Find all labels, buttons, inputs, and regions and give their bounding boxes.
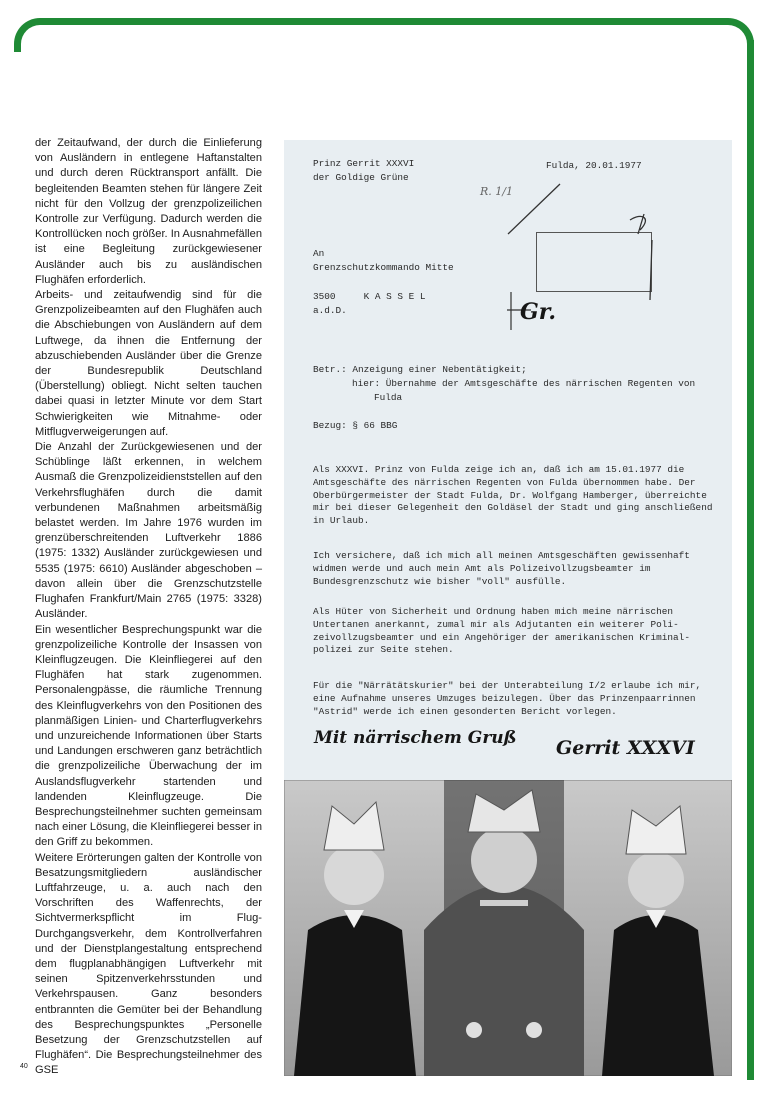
handwritten-initials: Gr.	[520, 299, 557, 325]
photo-three-men-in-carnival-costume	[284, 780, 732, 1076]
letter-body-paragraph: Als XXXVI. Prinz von Fulda zeige ich an, daß ich am 15.01.1977 die Amtsgeschäfte des närrischen Regenten von Fulda übernommen habe. Der Oberbürgermeister der Stadt Fulda, Dr. Wolfgang Hamberger, überreichte mir bei dieser Gelegenheit den Goldäsel der Stadt und ging anschließend in Urlaub.	[313, 464, 713, 527]
letter-recipient-prefix: An	[313, 248, 325, 259]
article-paragraph: der Zeitaufwand, der durch die Einlieferung von Ausländern in entlegene Haftanstalten und durch deren Rücktransport anfällt. Die begleitenden Beamten stehen für längere Zeit nicht für den Vollzug der grenzpolizeilichen Kontrolle zur Verfügung. Dadurch werden die Kontrollücken noch größer. In Ausnahmefällen ist eine Begleitung zurückgewiesener Ausländer auch bis zu ausländischen Flughäfen erforderlich.	[35, 137, 262, 286]
letter-recipient-route: a.d.D.	[313, 305, 347, 316]
letter-sender-name: Prinz Gerrit XXXVI	[313, 158, 415, 169]
letter-body-paragraph: Als Hüter von Sicherheit und Ordnung haben mich meine närrischen Untertanen anerkannt, zumal mir als Adjutanten ein weiterer Polizeivollzugsbeamter und ein Angehöriger der amerikanischen Kriminalpolizei zur Seite stehen.	[313, 606, 690, 656]
article-paragraph: Weitere Erörterungen galten der Kontrolle von Besatzungsmitgliedern ausländischer Luftfahrzeuge, u. a. auch nach den Vorschriften des Waffenrechts, der Sichtvermerkspflicht im Flug-Durchgangsverkehr, dem Kontrollverfahren und der Dienstplangestaltung entsprechend dem flugplanabhängigen Luftverkehr mit seinen Spitzenverkehrsstunden und Verkehrspausen. Ganz besonders entbrannten die Gemüter bei der Behandlung des Besprechungspunktes „Personelle Besetzung der Grenzschutzstellen auf Flughäfen“. Die Besprechungsteilnehmer des GSE	[35, 851, 262, 1077]
letter-subject-line: Fulda	[374, 392, 403, 403]
letter-recipient-city: 3500 K A S S E L	[313, 291, 426, 302]
letter-subject-line: Betr.: Anzeigung einer Nebentätigkeit;	[313, 364, 527, 375]
letter-subject-line: hier: Übernahme der Amtsgeschäfte des närrischen Regenten von	[352, 378, 696, 389]
handwritten-signature: Gerrit XXXVI	[556, 737, 695, 759]
handwritten-paraph-mark	[622, 210, 662, 310]
article-column	[35, 136, 262, 1079]
letter-reference: Bezug: § 66 BBG	[313, 420, 398, 431]
letter-sender-title: der Goldige Grüne	[313, 172, 409, 183]
page-number: 40	[20, 1063, 28, 1070]
article-paragraph: Arbeits- und zeitaufwendig sind für die Grenzpolizeibeamten auf den Flughäfen auch die Abschiebungen von Ausländern auf dem Luftwege, da ihnen die Entfernung der abzuschiebenden Ausländer über die Grenze der Bundesrepublik Deutschland (Überstellung) obliegt. Nicht selten tauchen dabei quasi in letzter Minute vor dem Start Schwierigkeiten wie Mitnahme- oder Mitflugverweigerungen auf.	[35, 289, 262, 438]
article-paragraph: Ein wesentlicher Besprechungspunkt war die grenzpolizeiliche Kontrolle der Insassen von Kleinflugzeugen. Die Kleinfliegerei auf den Flughäfen hat stark zugenommen. Personalengpässe, die räumliche Trennung des Kleinflugverkehrs von den Positionen des planmäßigen Linien- und Charterflugverkehrs und unzureichende Informationen über Starts und Landungen erschweren ganz beträchtlich die grenzpolizeiliche Überwachung der im Auslandsflugverkehr startenden und landenden Kleinflugzeuge. Die Besprechungsteilnehmer suchten gemeinsam nach einer Lösung, die Kleinfliegerei besser in den Griff zu bekommen.	[35, 623, 262, 849]
article-paragraph: Die Anzahl der Zurückgewiesenen und der Schüblinge läßt erkennen, in welchem Ausmaß die Grenzpolizeidienststellen auf den Verkehrsflughäfen durch die damit verbundenen Maßnahmen arbeitsmäßig belastet werden. Im Jahre 1976 wurden im grenzüberschreitenden Luftverkehr 1886 (1975: 1332) Ausländer zurückgewiesen und 5535 (1975: 6610) Ausländer abgeschoben – davon allein über die Grenzschutzstelle Flughafen Frankfurt/Main 2765 (1975: 3328) Ausländer.	[35, 441, 262, 621]
handwritten-closing: Mit närrischem Gruß	[314, 728, 517, 748]
green-frame-top	[14, 18, 754, 52]
pen-stroke-mark	[504, 180, 564, 240]
letter-date: Fulda, 20.01.1977	[546, 160, 642, 171]
letter-recipient-name: Grenzschutzkommando Mitte	[313, 262, 454, 273]
photo-prince-and-adjutants	[284, 780, 732, 1076]
green-frame-right	[747, 40, 754, 1080]
letter-body-paragraph: Ich versichere, daß ich mich all meinen Amtsgeschäften gewissenhaft widmen werde und auch mein Amt als Polizeivollzugsbeamter im Bundesgrenzschutz wie bisher "voll" ausfülle.	[313, 550, 690, 587]
letter-body-paragraph: Für die "Närrätätskurier" bei der Unterabteilung I/2 erlaube ich mir, eine Aufnahme unseres Umzuges beizulegen. Über das Prinzenpaarrinnen "Astrid" werde ich einen gesonderten Bericht vorlegen.	[313, 680, 702, 717]
letter-facsimile	[284, 140, 732, 780]
handwritten-margin-note: R. 1/1	[480, 185, 513, 198]
